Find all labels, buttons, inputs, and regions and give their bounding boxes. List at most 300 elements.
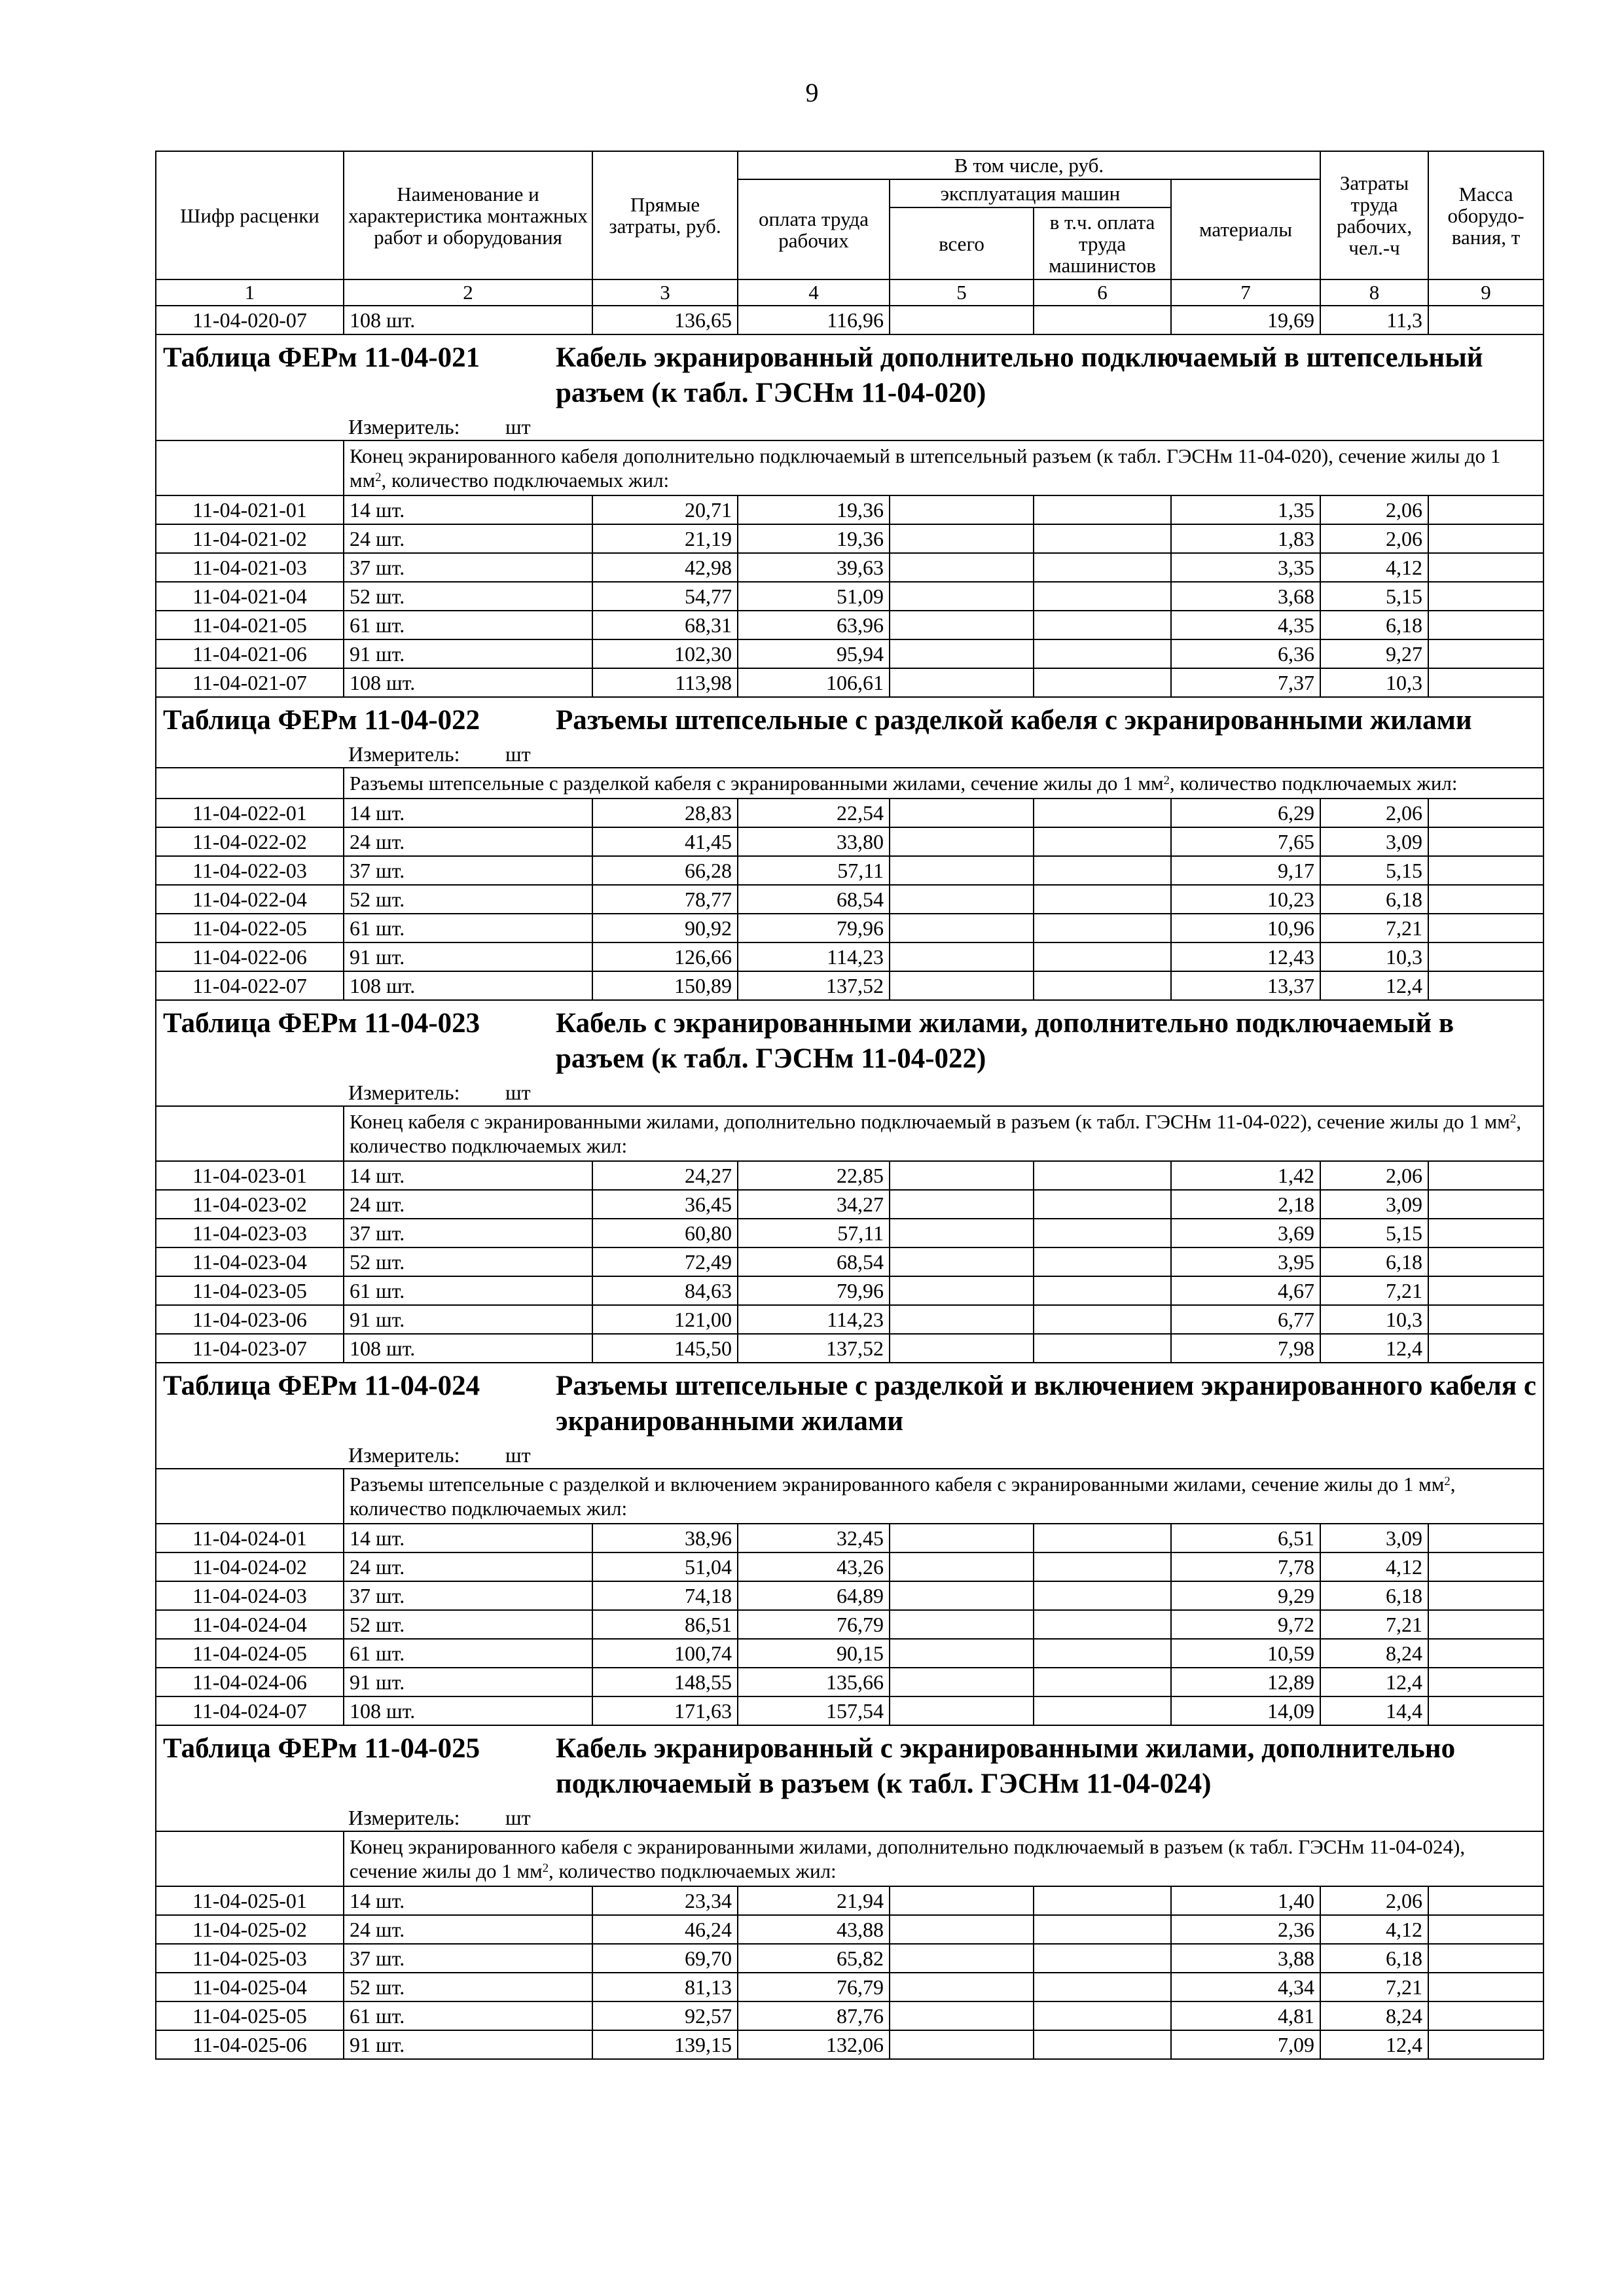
machines-all-cell xyxy=(890,1639,1034,1668)
description-main: Конец экранированного кабеля дополнительно подключаемый в штепсельный разъем (к табл. ГЭСНм 11-04-020), сечение жилы до 1 мм xyxy=(350,444,1501,492)
table-row xyxy=(156,1581,1543,1610)
labor-cell: 9,27 xyxy=(1320,639,1428,668)
direct-costs-cell: 136,65 xyxy=(592,306,738,334)
mass-cell xyxy=(1428,1915,1543,1944)
rate-code-cell: 11-04-021-06 xyxy=(156,639,344,668)
meter-label: Измеритель: xyxy=(348,742,460,766)
rate-code-cell: 11-04-023-02 xyxy=(156,1190,344,1219)
rate-code-cell: 11-04-023-04 xyxy=(156,1247,344,1276)
labor-cell: 12,4 xyxy=(1320,1668,1428,1696)
labor-cell: 8,24 xyxy=(1320,2001,1428,2030)
table-row xyxy=(156,1944,1543,1973)
description-superscript: 2 xyxy=(1163,774,1170,787)
direct-costs-cell: 28,83 xyxy=(592,798,738,827)
rate-name-cell: 91 шт. xyxy=(344,639,592,668)
rate-name-cell: 37 шт. xyxy=(344,1219,592,1247)
machinists-cell xyxy=(1034,798,1171,827)
mass-cell xyxy=(1428,1334,1543,1363)
rate-name-cell: 37 шт. xyxy=(344,553,592,582)
section-title-row xyxy=(156,1363,1543,1442)
labor-cell: 4,12 xyxy=(1320,1552,1428,1581)
wage-cell: 21,94 xyxy=(738,1886,890,1915)
wage-cell: 19,36 xyxy=(738,524,890,553)
header-mass: Масса оборудо-вания, т xyxy=(1428,151,1543,279)
wage-cell: 87,76 xyxy=(738,2001,890,2030)
wage-cell: 79,96 xyxy=(738,914,890,942)
materials-cell: 12,89 xyxy=(1171,1668,1320,1696)
rate-name-cell: 14 шт. xyxy=(344,1886,592,1915)
materials-cell: 10,23 xyxy=(1171,885,1320,914)
rate-name-cell: 14 шт. xyxy=(344,495,592,524)
machines-all-cell xyxy=(890,798,1034,827)
wage-cell: 22,54 xyxy=(738,798,890,827)
direct-costs-cell: 90,92 xyxy=(592,914,738,942)
machinists-cell xyxy=(1034,1276,1171,1305)
machines-all-cell xyxy=(890,1668,1034,1696)
rate-name-cell: 108 шт. xyxy=(344,1334,592,1363)
table-row xyxy=(156,885,1543,914)
labor-cell: 12,4 xyxy=(1320,2030,1428,2059)
machinists-cell xyxy=(1034,1161,1171,1190)
mass-cell xyxy=(1428,2001,1543,2030)
description-blank-cell xyxy=(156,1469,344,1524)
section-title-cell xyxy=(156,1725,1543,1804)
rate-code-cell: 11-04-024-01 xyxy=(156,1524,344,1552)
wage-cell: 114,23 xyxy=(738,1305,890,1334)
mass-cell xyxy=(1428,2030,1543,2059)
machinists-cell xyxy=(1034,668,1171,697)
rate-code-cell: 11-04-021-02 xyxy=(156,524,344,553)
section-table-label: Таблица ФЕРм 11-04-023 xyxy=(163,1008,480,1039)
rate-code-cell: 11-04-024-06 xyxy=(156,1668,344,1696)
wage-cell: 68,54 xyxy=(738,885,890,914)
labor-cell: 7,21 xyxy=(1320,1276,1428,1305)
section-table-label: Таблица ФЕРм 11-04-022 xyxy=(163,705,480,736)
wage-cell: 57,11 xyxy=(738,856,890,885)
rate-name-cell: 108 шт. xyxy=(344,1696,592,1725)
rate-name-cell: 52 шт. xyxy=(344,1610,592,1639)
table-row xyxy=(156,2001,1543,2030)
description-superscript: 2 xyxy=(1444,1475,1451,1488)
machines-all-cell xyxy=(890,942,1034,971)
meter-row xyxy=(156,414,1543,440)
wage-cell: 68,54 xyxy=(738,1247,890,1276)
description-blank-cell xyxy=(156,1831,344,1886)
meter-label: Измеритель: xyxy=(348,1081,460,1104)
direct-costs-cell: 68,31 xyxy=(592,611,738,639)
wage-cell: 43,26 xyxy=(738,1552,890,1581)
labor-cell: 2,06 xyxy=(1320,495,1428,524)
rate-code-cell: 11-04-022-04 xyxy=(156,885,344,914)
meter-label: Измеритель: xyxy=(348,1443,460,1467)
section-title-text: Разъемы штепсельные с разделкой и включением экранированного кабеля с экранированными жилами xyxy=(556,1371,1536,1437)
machinists-cell xyxy=(1034,856,1171,885)
machines-all-cell xyxy=(890,1886,1034,1915)
rate-name-cell: 24 шт. xyxy=(344,524,592,553)
materials-cell: 3,68 xyxy=(1171,582,1320,611)
header-incl: В том числе, руб. xyxy=(738,151,1320,179)
direct-costs-cell: 92,57 xyxy=(592,2001,738,2030)
rate-name-cell: 61 шт. xyxy=(344,611,592,639)
direct-costs-cell: 38,96 xyxy=(592,1524,738,1552)
mass-cell xyxy=(1428,1161,1543,1190)
direct-costs-cell: 113,98 xyxy=(592,668,738,697)
labor-cell: 12,4 xyxy=(1320,971,1428,1000)
machinists-cell xyxy=(1034,1610,1171,1639)
col-number: 7 xyxy=(1171,279,1320,306)
rate-name-cell: 61 шт. xyxy=(344,1639,592,1668)
machinists-cell xyxy=(1034,1696,1171,1725)
section-title-text: Кабель экранированный дополнительно подключаемый в штепсельный разъем (к табл. ГЭСНм 11-04-020) xyxy=(556,342,1483,408)
mass-cell xyxy=(1428,856,1543,885)
meter-unit: шт xyxy=(505,742,531,766)
rate-code-cell: 11-04-024-04 xyxy=(156,1610,344,1639)
mass-cell xyxy=(1428,1190,1543,1219)
machines-all-cell xyxy=(890,1276,1034,1305)
description-tail: , количество подключаемых жил: xyxy=(549,1859,837,1882)
machines-all-cell xyxy=(890,1334,1034,1363)
machines-all-cell xyxy=(890,1944,1034,1973)
meter-label: Измеритель: xyxy=(348,1806,460,1829)
section-heading xyxy=(162,340,1538,411)
rate-code-cell: 11-04-022-05 xyxy=(156,914,344,942)
machinists-cell xyxy=(1034,885,1171,914)
mass-cell xyxy=(1428,1696,1543,1725)
machines-all-cell xyxy=(890,827,1034,856)
rate-name-cell: 24 шт. xyxy=(344,827,592,856)
materials-cell: 10,59 xyxy=(1171,1639,1320,1668)
header-materials: материалы xyxy=(1171,179,1320,279)
machinists-cell xyxy=(1034,553,1171,582)
direct-costs-cell: 171,63 xyxy=(592,1696,738,1725)
direct-costs-cell: 148,55 xyxy=(592,1668,738,1696)
machines-all-cell xyxy=(890,524,1034,553)
machinists-cell xyxy=(1034,1639,1171,1668)
rate-name-cell: 14 шт. xyxy=(344,1161,592,1190)
direct-costs-cell: 60,80 xyxy=(592,1219,738,1247)
section-heading xyxy=(162,1731,1538,1802)
wage-cell: 32,45 xyxy=(738,1524,890,1552)
machinists-cell xyxy=(1034,1581,1171,1610)
materials-cell: 3,35 xyxy=(1171,553,1320,582)
machines-all-cell xyxy=(890,1190,1034,1219)
direct-costs-cell: 126,66 xyxy=(592,942,738,971)
rate-name-cell: 24 шт. xyxy=(344,1552,592,1581)
rate-code-cell: 11-04-025-06 xyxy=(156,2030,344,2059)
table-row xyxy=(156,1219,1543,1247)
meter-cell xyxy=(156,414,1543,440)
materials-cell: 7,78 xyxy=(1171,1552,1320,1581)
mass-cell xyxy=(1428,885,1543,914)
rate-name-cell: 91 шт. xyxy=(344,1668,592,1696)
rate-name-cell: 14 шт. xyxy=(344,1524,592,1552)
direct-costs-cell: 46,24 xyxy=(592,1915,738,1944)
page-number: 9 xyxy=(805,78,819,107)
meter-cell xyxy=(156,1442,1543,1469)
labor-cell: 6,18 xyxy=(1320,885,1428,914)
table-row xyxy=(156,856,1543,885)
direct-costs-cell: 100,74 xyxy=(592,1639,738,1668)
section-title-row xyxy=(156,697,1543,741)
labor-cell: 5,15 xyxy=(1320,856,1428,885)
table-row xyxy=(156,306,1543,334)
machines-all-cell xyxy=(890,639,1034,668)
labor-cell: 3,09 xyxy=(1320,827,1428,856)
description-row xyxy=(156,1469,1543,1524)
materials-cell: 4,81 xyxy=(1171,2001,1320,2030)
mass-cell xyxy=(1428,1581,1543,1610)
direct-costs-cell: 51,04 xyxy=(592,1552,738,1581)
mass-cell xyxy=(1428,1524,1543,1552)
labor-cell: 10,3 xyxy=(1320,1305,1428,1334)
wage-cell: 106,61 xyxy=(738,668,890,697)
machines-all-cell xyxy=(890,885,1034,914)
section-table-label: Таблица ФЕРм 11-04-025 xyxy=(163,1733,480,1764)
table-row xyxy=(156,553,1543,582)
table-row xyxy=(156,582,1543,611)
labor-cell: 6,18 xyxy=(1320,1944,1428,1973)
mass-cell xyxy=(1428,942,1543,971)
machines-all-cell xyxy=(890,2001,1034,2030)
wage-cell: 19,36 xyxy=(738,495,890,524)
direct-costs-cell: 150,89 xyxy=(592,971,738,1000)
mass-cell xyxy=(1428,524,1543,553)
wage-cell: 76,79 xyxy=(738,1610,890,1639)
machines-all-cell xyxy=(890,1524,1034,1552)
rate-code-cell: 11-04-024-05 xyxy=(156,1639,344,1668)
direct-costs-cell: 72,49 xyxy=(592,1247,738,1276)
table-row xyxy=(156,1161,1543,1190)
meter xyxy=(162,1806,1538,1829)
description-row xyxy=(156,768,1543,798)
table-row xyxy=(156,942,1543,971)
direct-costs-cell: 102,30 xyxy=(592,639,738,668)
wage-cell: 51,09 xyxy=(738,582,890,611)
meter-cell xyxy=(156,1804,1543,1831)
direct-costs-cell: 23,34 xyxy=(592,1886,738,1915)
description-main: Конец кабеля с экранированными жилами, дополнительно подключаемый в разъем (к табл. ГЭСНм 11-04-022), сечение жилы до 1 мм xyxy=(350,1110,1510,1133)
machinists-cell xyxy=(1034,1524,1171,1552)
section-title-cell xyxy=(156,697,1543,741)
machinists-cell xyxy=(1034,306,1171,334)
labor-cell: 2,06 xyxy=(1320,798,1428,827)
wage-cell: 34,27 xyxy=(738,1190,890,1219)
section-heading xyxy=(162,1006,1538,1077)
description-text xyxy=(344,1831,1543,1886)
direct-costs-cell: 74,18 xyxy=(592,1581,738,1610)
rate-name-cell: 52 шт. xyxy=(344,582,592,611)
materials-cell: 9,17 xyxy=(1171,856,1320,885)
rate-code-cell: 11-04-025-05 xyxy=(156,2001,344,2030)
rate-code-cell: 11-04-025-03 xyxy=(156,1944,344,1973)
table-row xyxy=(156,1552,1543,1581)
rate-code-cell: 11-04-023-07 xyxy=(156,1334,344,1363)
description-blank-cell xyxy=(156,1106,344,1161)
wage-cell: 90,15 xyxy=(738,1639,890,1668)
table-row xyxy=(156,1610,1543,1639)
labor-cell: 2,06 xyxy=(1320,1886,1428,1915)
section-table-label: Таблица ФЕРм 11-04-024 xyxy=(163,1371,480,1401)
header-all: всего xyxy=(890,207,1034,279)
rate-name-cell: 108 шт. xyxy=(344,306,592,334)
machinists-cell xyxy=(1034,1190,1171,1219)
rates-table xyxy=(155,151,1544,2060)
header-name: Наименование и характеристика монтажных работ и оборудования xyxy=(344,151,592,279)
materials-cell: 10,96 xyxy=(1171,914,1320,942)
direct-costs-cell: 84,63 xyxy=(592,1276,738,1305)
machines-all-cell xyxy=(890,1915,1034,1944)
col-number: 2 xyxy=(344,279,592,306)
description-superscript: 2 xyxy=(1509,1112,1517,1126)
meter-unit: шт xyxy=(505,1443,531,1467)
machines-all-cell xyxy=(890,2030,1034,2059)
machines-all-cell xyxy=(890,495,1034,524)
meter xyxy=(162,1444,1538,1466)
labor-cell: 3,09 xyxy=(1320,1190,1428,1219)
description-text xyxy=(344,1469,1543,1524)
machinists-cell xyxy=(1034,1915,1171,1944)
column-numbers-row xyxy=(156,279,1543,306)
labor-cell: 4,12 xyxy=(1320,553,1428,582)
table-row xyxy=(156,798,1543,827)
section-table-label: Таблица ФЕРм 11-04-021 xyxy=(163,342,480,373)
rate-name-cell: 52 шт. xyxy=(344,1247,592,1276)
table-row xyxy=(156,1190,1543,1219)
col-number: 8 xyxy=(1320,279,1428,306)
machines-all-cell xyxy=(890,914,1034,942)
rate-code-cell: 11-04-021-04 xyxy=(156,582,344,611)
machinists-cell xyxy=(1034,827,1171,856)
machines-all-cell xyxy=(890,1696,1034,1725)
machines-all-cell xyxy=(890,856,1034,885)
rate-code-cell: 11-04-024-02 xyxy=(156,1552,344,1581)
wage-cell: 132,06 xyxy=(738,2030,890,2059)
materials-cell: 6,77 xyxy=(1171,1305,1320,1334)
machines-all-cell xyxy=(890,1161,1034,1190)
col-number: 5 xyxy=(890,279,1034,306)
machines-all-cell xyxy=(890,1219,1034,1247)
materials-cell: 12,43 xyxy=(1171,942,1320,971)
wage-cell: 79,96 xyxy=(738,1276,890,1305)
mass-cell xyxy=(1428,1305,1543,1334)
rate-name-cell: 14 шт. xyxy=(344,798,592,827)
meter-row xyxy=(156,1804,1543,1831)
materials-cell: 1,35 xyxy=(1171,495,1320,524)
machines-all-cell xyxy=(890,1247,1034,1276)
meter-row xyxy=(156,741,1543,768)
rate-name-cell: 61 шт. xyxy=(344,2001,592,2030)
description-main: Конец экранированного кабеля с экранированными жилами, дополнительно подключаемый в разъем (к табл. ГЭСНм 11-04-024), сечение жилы до 1 мм xyxy=(350,1835,1466,1882)
materials-cell: 6,36 xyxy=(1171,639,1320,668)
section-title-cell xyxy=(156,1363,1543,1442)
rate-code-cell: 11-04-022-01 xyxy=(156,798,344,827)
meter-cell xyxy=(156,741,1543,768)
description-tail: , количество подключаемых жил: xyxy=(350,1473,1456,1520)
meter-row xyxy=(156,1442,1543,1469)
description-text xyxy=(344,440,1543,495)
mass-cell xyxy=(1428,1552,1543,1581)
labor-cell: 3,09 xyxy=(1320,1524,1428,1552)
mass-cell xyxy=(1428,1668,1543,1696)
materials-cell: 9,29 xyxy=(1171,1581,1320,1610)
mass-cell xyxy=(1428,827,1543,856)
rate-name-cell: 91 шт. xyxy=(344,2030,592,2059)
mass-cell xyxy=(1428,1219,1543,1247)
materials-cell: 7,37 xyxy=(1171,668,1320,697)
direct-costs-cell: 81,13 xyxy=(592,1973,738,2001)
rate-code-cell: 11-04-021-07 xyxy=(156,668,344,697)
description-superscript: 2 xyxy=(375,471,382,484)
meter-unit: шт xyxy=(505,1806,531,1829)
description-row xyxy=(156,1831,1543,1886)
table-row xyxy=(156,827,1543,856)
mass-cell xyxy=(1428,639,1543,668)
materials-cell: 13,37 xyxy=(1171,971,1320,1000)
rate-code-cell: 11-04-024-07 xyxy=(156,1696,344,1725)
table-row xyxy=(156,1524,1543,1552)
machinists-cell xyxy=(1034,2030,1171,2059)
machinists-cell xyxy=(1034,1944,1171,1973)
materials-cell: 1,42 xyxy=(1171,1161,1320,1190)
direct-costs-cell: 78,77 xyxy=(592,885,738,914)
meter xyxy=(162,416,1538,438)
machines-all-cell xyxy=(890,306,1034,334)
table-row xyxy=(156,639,1543,668)
machines-all-cell xyxy=(890,1610,1034,1639)
meter-row xyxy=(156,1079,1543,1106)
labor-cell: 2,06 xyxy=(1320,524,1428,553)
machinists-cell xyxy=(1034,2001,1171,2030)
labor-cell: 10,3 xyxy=(1320,942,1428,971)
rate-name-cell: 37 шт. xyxy=(344,1581,592,1610)
table-row xyxy=(156,971,1543,1000)
table-row xyxy=(156,1276,1543,1305)
table-row xyxy=(156,495,1543,524)
section-title-row xyxy=(156,334,1543,414)
direct-costs-cell: 86,51 xyxy=(592,1610,738,1639)
wage-cell: 57,11 xyxy=(738,1219,890,1247)
rate-name-cell: 91 шт. xyxy=(344,942,592,971)
wage-cell: 43,88 xyxy=(738,1915,890,1944)
machinists-cell xyxy=(1034,524,1171,553)
machinists-cell xyxy=(1034,942,1171,971)
description-tail: , количество подключаемых жил: xyxy=(1169,772,1458,795)
section-title-text: Кабель с экранированными жилами, дополнительно подключаемый в разъем (к табл. ГЭСНм 11-04-022) xyxy=(556,1008,1454,1074)
meter-cell xyxy=(156,1079,1543,1106)
materials-cell: 3,88 xyxy=(1171,1944,1320,1973)
description-main: Разъемы штепсельные с разделкой и включением экранированного кабеля с экранированными жилами, сечение жилы до 1 мм xyxy=(350,1473,1445,1496)
description-main: Разъемы штепсельные с разделкой кабеля с экранированными жилами, сечение жилы до 1 мм xyxy=(350,772,1164,795)
wage-cell: 63,96 xyxy=(738,611,890,639)
meter xyxy=(162,743,1538,765)
rate-code-cell: 11-04-025-01 xyxy=(156,1886,344,1915)
mass-cell xyxy=(1428,1973,1543,2001)
rate-name-cell: 61 шт. xyxy=(344,1276,592,1305)
labor-cell: 5,15 xyxy=(1320,1219,1428,1247)
header-shifr: Шифр расценки xyxy=(156,151,344,279)
col-number: 3 xyxy=(592,279,738,306)
mass-cell xyxy=(1428,1276,1543,1305)
direct-costs-cell: 21,19 xyxy=(592,524,738,553)
description-text xyxy=(344,768,1543,798)
materials-cell: 4,67 xyxy=(1171,1276,1320,1305)
machines-all-cell xyxy=(890,582,1034,611)
mass-cell xyxy=(1428,306,1543,334)
rate-code-cell: 11-04-024-03 xyxy=(156,1581,344,1610)
mass-cell xyxy=(1428,582,1543,611)
materials-cell: 7,65 xyxy=(1171,827,1320,856)
header-direct: Прямые затраты, руб. xyxy=(592,151,738,279)
